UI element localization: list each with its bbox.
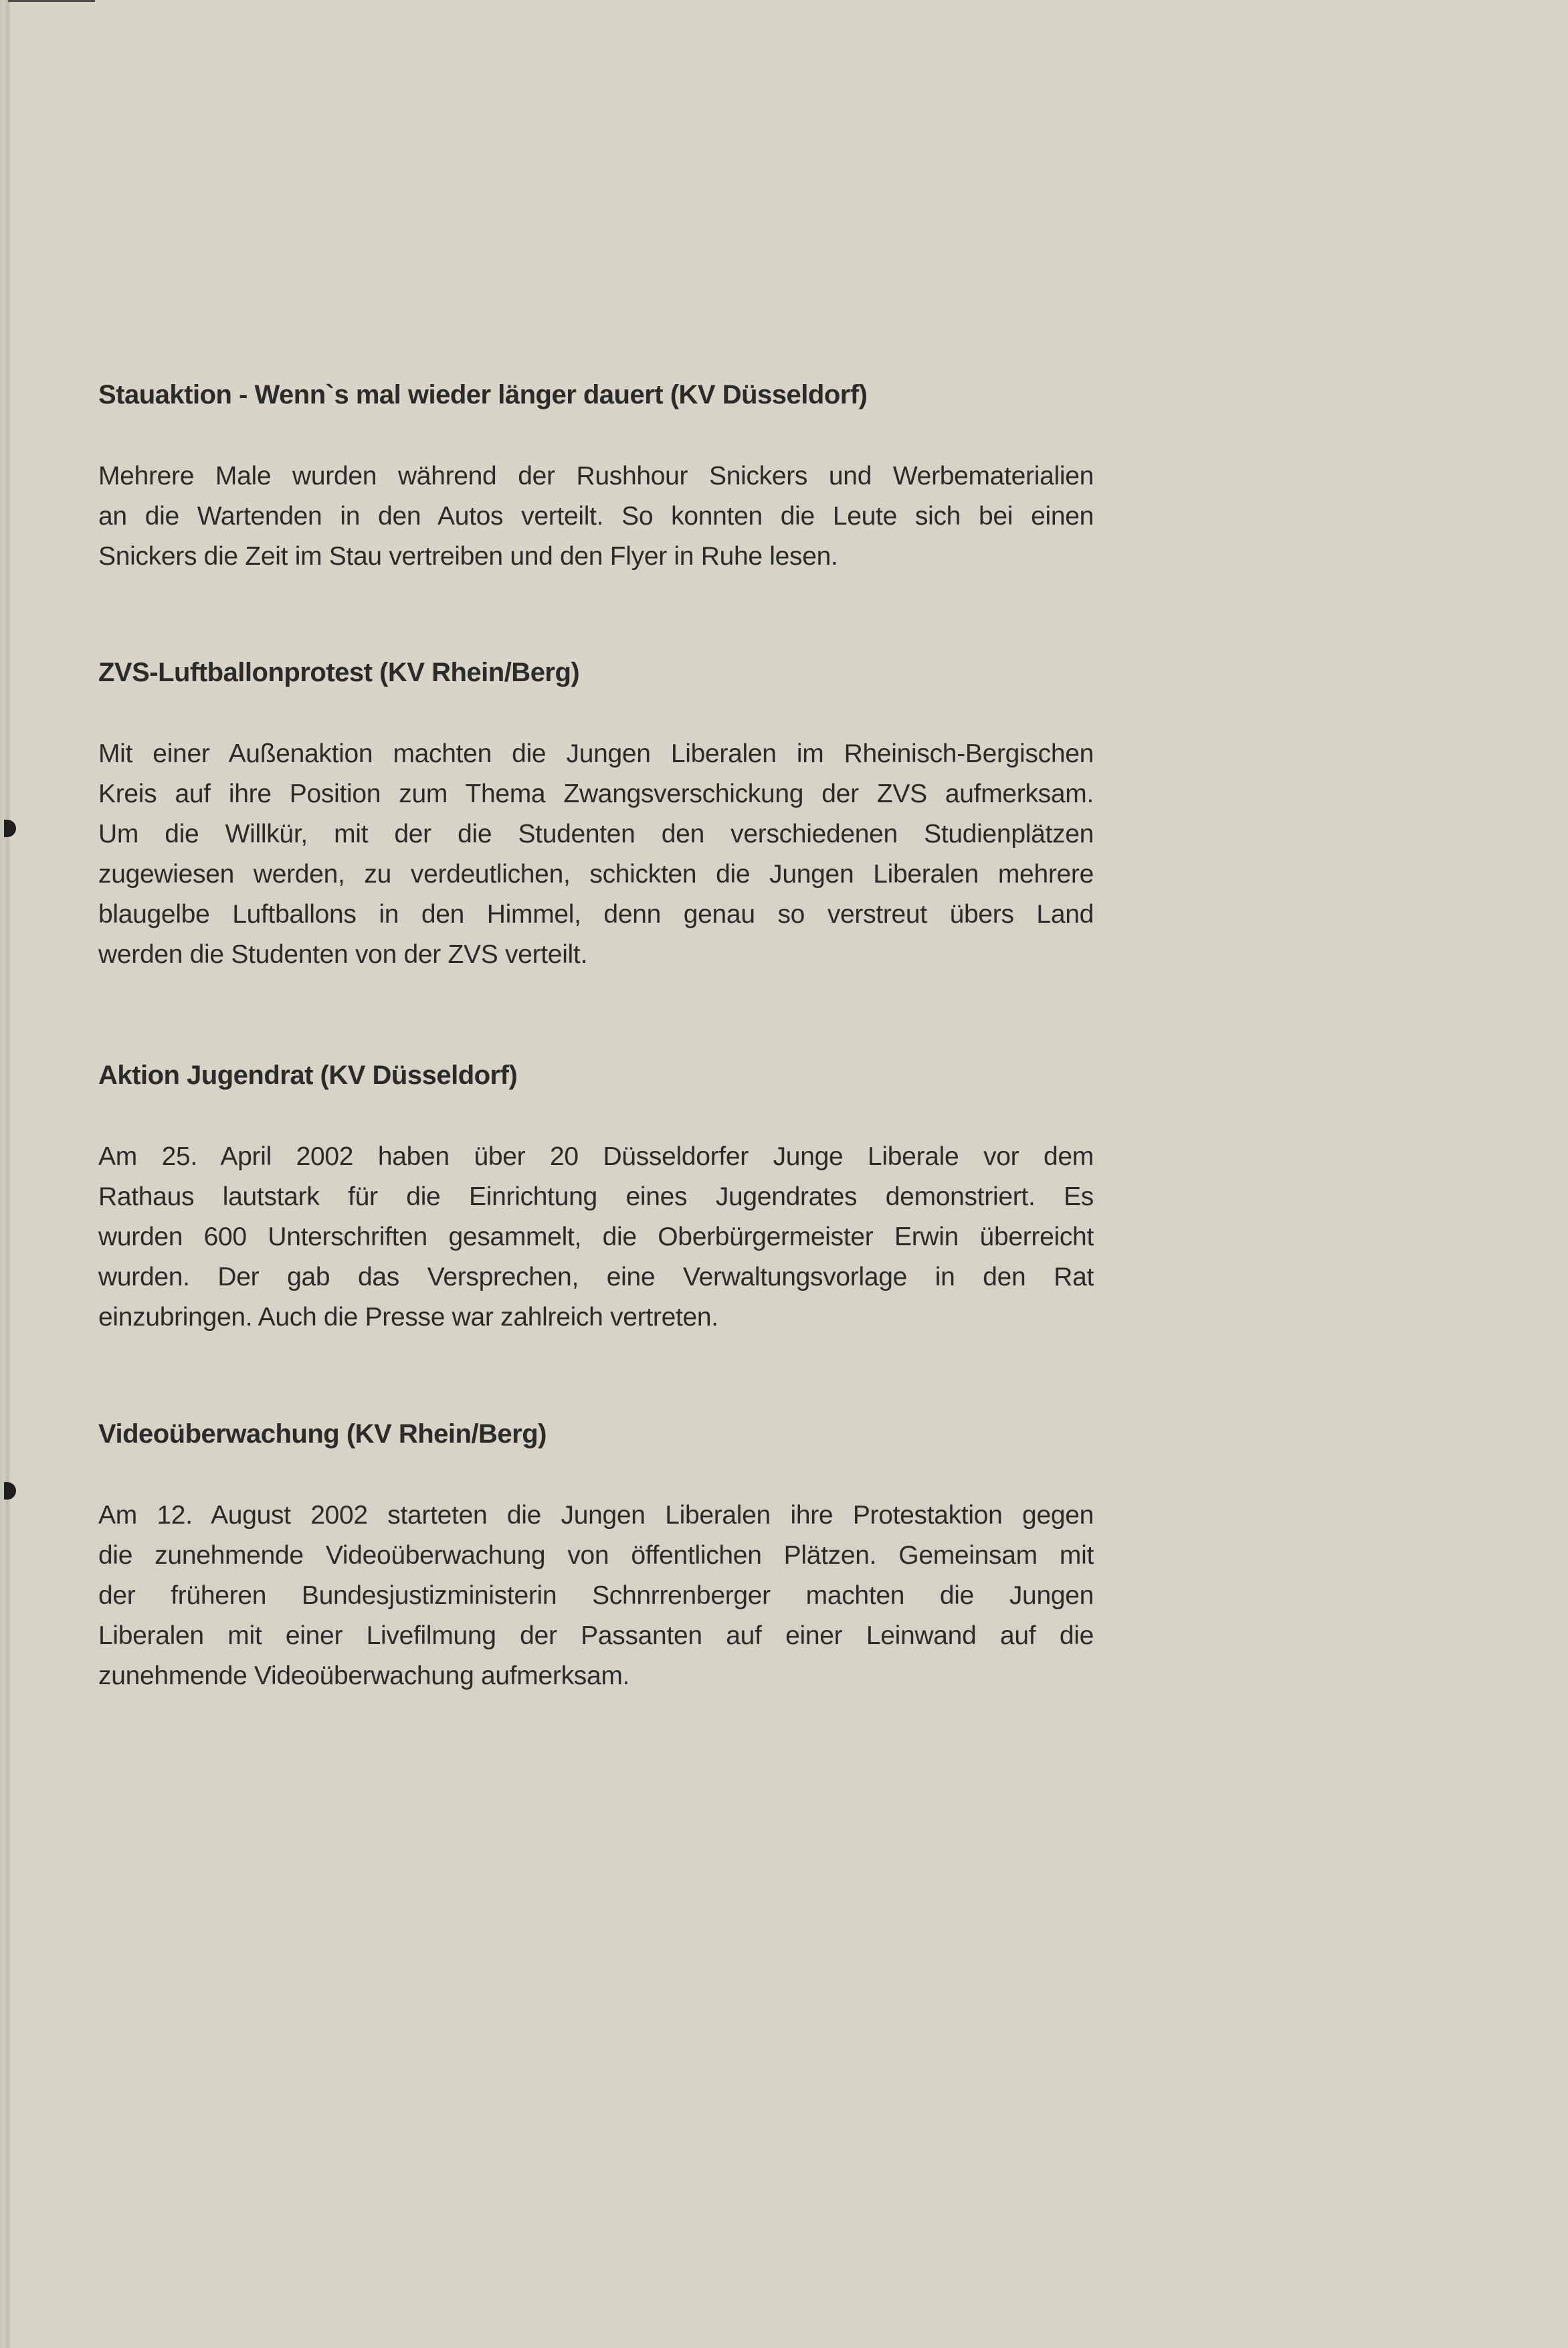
text-line: Am 25. April 2002 haben über 20 Düsseldorfer Junge Liberale vor dem bbox=[98, 1142, 1094, 1171]
section-heading: ZVS-Luftballonprotest (KV Rhein/Berg) bbox=[98, 658, 580, 687]
section-paragraph bbox=[98, 1496, 1094, 1696]
section-paragraph bbox=[98, 456, 1094, 577]
text-line: Rathaus lautstark für die Einrichtung eines Jugendrates demonstriert. Es bbox=[98, 1182, 1094, 1211]
text-line: Um die Willkür, mit der die Studenten den verschiedenen Studienplätzen bbox=[98, 820, 1094, 848]
section-heading: Stauaktion - Wenn`s mal wieder länger dauert (KV Düsseldorf) bbox=[98, 380, 868, 410]
text-line: Mehrere Male wurden während der Rushhour Snickers und Werbematerialien bbox=[98, 462, 1094, 490]
text-line: blaugelbe Luftballons in den Himmel, denn genau so verstreut übers Land bbox=[98, 900, 1094, 929]
section-heading: Videoüberwachung (KV Rhein/Berg) bbox=[98, 1419, 547, 1449]
text-line: Snickers die Zeit im Stau vertreiben und den Flyer in Ruhe lesen. bbox=[98, 542, 838, 571]
section-heading: Aktion Jugendrat (KV Düsseldorf) bbox=[98, 1061, 518, 1090]
section-stauaktion bbox=[98, 379, 1094, 577]
staple-mark-icon bbox=[4, 820, 16, 837]
section-paragraph bbox=[98, 1137, 1094, 1338]
section-aktion-jugendrat bbox=[98, 1059, 1094, 1338]
text-line: Liberalen mit einer Livefilmung der Passanten auf einer Leinwand auf die bbox=[98, 1621, 1094, 1650]
text-line: an die Wartenden in den Autos verteilt. So konnten die Leute sich bei einen bbox=[98, 502, 1094, 531]
text-line: Kreis auf ihre Position zum Thema Zwangsverschickung der ZVS aufmerksam. bbox=[98, 780, 1094, 808]
section-videoueberwachung bbox=[98, 1418, 1094, 1696]
text-line: einzubringen. Auch die Presse war zahlreich vertreten. bbox=[98, 1303, 718, 1332]
text-line: werden die Studenten von der ZVS verteilt. bbox=[98, 940, 587, 969]
text-line: wurden. Der gab das Versprechen, eine Verwaltungsvorlage in den Rat bbox=[98, 1263, 1094, 1291]
page-top-edge-mark bbox=[8, 0, 95, 2]
section-paragraph bbox=[98, 734, 1094, 975]
section-zvs-luftballonprotest bbox=[98, 656, 1094, 975]
text-line: Mit einer Außenaktion machten die Jungen Liberalen im Rheinisch-Bergischen bbox=[98, 739, 1094, 768]
text-line: Am 12. August 2002 starteten die Jungen Liberalen ihre Protestaktion gegen bbox=[98, 1501, 1094, 1530]
text-line: die zunehmende Videoüberwachung von öffentlichen Plätzen. Gemeinsam mit bbox=[98, 1541, 1094, 1570]
binding-edge bbox=[0, 0, 11, 2348]
text-line: zugewiesen werden, zu verdeutlichen, schickten die Jungen Liberalen mehrere bbox=[98, 860, 1094, 889]
text-line: der früheren Bundesjustizministerin Schnrrenberger machten die Jungen bbox=[98, 1581, 1094, 1610]
text-line: zunehmende Videoüberwachung aufmerksam. bbox=[98, 1661, 630, 1690]
staple-mark-icon bbox=[4, 1482, 16, 1500]
text-line: wurden 600 Unterschriften gesammelt, die Oberbürgermeister Erwin überreicht bbox=[98, 1223, 1094, 1251]
